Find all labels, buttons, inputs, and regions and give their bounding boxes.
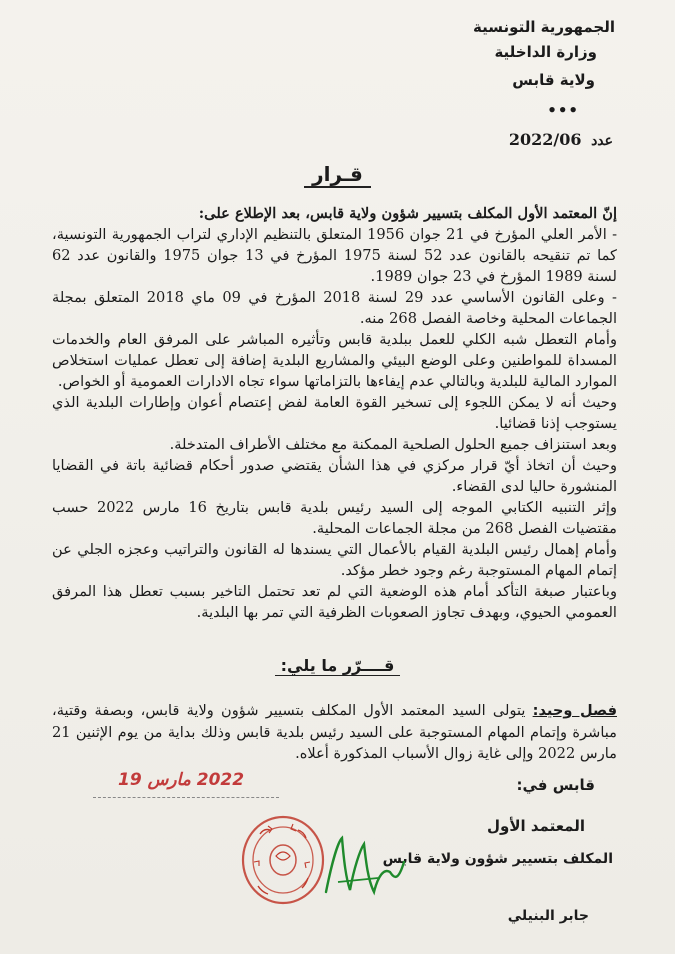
- reference-number: [509, 130, 613, 149]
- decides-heading-text: قــــرّر ما يلي:: [275, 656, 401, 676]
- paragraph: وحيث أنه لا يمكن اللجوء إلى تسخير القوة العامة لفض إعتصام أعوان وإطارات البلدية الذي يستوجب إذنا قضائيا.: [52, 394, 617, 432]
- document-title: [0, 162, 675, 186]
- paragraph: وحيث أن اتخاذ أيّ قرار مركزي في هذا الشأن يقتضي صدور أحكام قضائية باتة في القضايا المنشورة حاليا لدى القضاء.: [52, 457, 617, 495]
- signatory-name: جابر البنيلي: [507, 908, 589, 924]
- article-heading: فصل وحيد:: [532, 702, 617, 719]
- single-article: [52, 700, 617, 765]
- paragraph: وأمام إهمال رئيس البلدية القيام بالأعمال التي يسندها له القانون والتراتيب وعجزه الجلي عن إتمام المهام المستوجبة رغم وجود خطر مؤكد.: [52, 541, 617, 579]
- paragraph: وأمام التعطل شبه الكلي للعمل ببلدية قابس وتأثيره المباشر على المرفق العام والخدمات المسداة للمواطنين وعلى الوضع البيئي والمشاريع البلدية إضافة إلى تعطل عمليات استخلاص الموارد المالية للبلدية وبالتالي عدم إيفاءها بالتزاماتها سواء تجاه الادارات العمومية أو الخواص.: [52, 331, 617, 390]
- header-dots: •••: [547, 101, 579, 119]
- handwritten-date: 2022 مارس 19: [118, 770, 245, 790]
- paragraph: وباعتبار صبغة التأكد أمام هذه الوضعية التي لم تعد تحتمل التاخير بسبب تعطل هذا المرفق العمومي الحيوي، وبهدف تجاوز الصعوبات الظرفية التي تمر بها البلدية.: [52, 583, 617, 621]
- intro-line: إنّ المعتمد الأول المكلف بتسيير شؤون ولاية قابس، بعد الإطلاع على:: [198, 205, 617, 222]
- decides-heading: [0, 656, 675, 675]
- article-text: يتولى السيد المعتمد الأول المكلف بتسيير شؤون ولاية قابس، وبصفة وقتية، مباشرة وإتمام المهام المستوجبة على السيد رئيس بلدية قابس وذلك بداية من يوم الإثنين 21 مارس 2022 وإلى غاية زوال الأسباب المذكورة أعلاه.: [52, 702, 617, 762]
- paragraph: - وعلى القانون الأساسي عدد 29 لسنة 2018 المؤرخ في 09 ماي 2018 المتعلق بمجلة الجماعات المحلية وخاصة الفصل 268 منه.: [52, 289, 617, 327]
- reference-label: عدد: [591, 133, 613, 149]
- reference-number-value: 2022/06: [508, 130, 582, 149]
- document-title-text: قـرار: [304, 162, 371, 188]
- place-label: قابس في:: [516, 776, 595, 794]
- signatory-role: المكلف بتسيير شؤون ولاية قابس: [382, 851, 613, 867]
- paragraph: - الأمر العلي المؤرخ في 21 جوان 1956 المتعلق بالتنظيم الإداري لتراب الجمهورية التونسية، كما تم تنقيحه بالقانون عدد 52 لسنة 1975 المؤرخ في 13 جوان 1975 والقانون عدد 62 لسنة 1989 المؤرخ في 23 جوان 1989.: [52, 226, 618, 285]
- governorate-header: ولاية قابس: [512, 71, 595, 89]
- document-body: [52, 203, 617, 623]
- paragraph: وبعد استنزاف جميع الحلول الصلحية الممكنة مع مختلف الأطراف المتدخلة.: [169, 436, 617, 453]
- paragraph: وإثر التنبيه الكتابي الموجه إلى السيد رئيس بلدية قابس بتاريخ 16 مارس 2022 حسب مقتضيات الفصل 268 من مجلة الجماعات المحلية.: [52, 499, 618, 537]
- official-stamp-icon: [238, 812, 328, 908]
- ministry-header: وزارة الداخلية: [494, 43, 597, 61]
- date-dotted-line: [93, 797, 279, 798]
- signatory-title: المعتمد الأول: [486, 817, 585, 835]
- republic-header: الجمهورية التونسية: [473, 18, 615, 36]
- handwritten-signature-icon: [318, 832, 408, 902]
